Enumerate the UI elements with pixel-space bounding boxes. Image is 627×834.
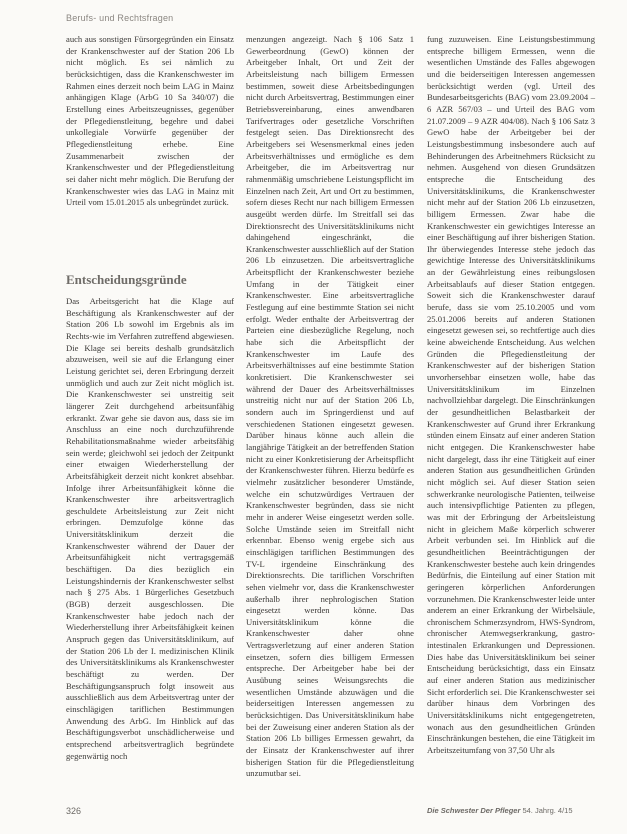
- page-number: 326: [66, 806, 82, 816]
- text-column-1: [66, 34, 234, 209]
- text-column-2: [246, 34, 414, 780]
- paragraph-col1-top: auch aus sonstigen Fürsorgegründen ein Einsatz der Krankenschwester auf der Station 206 Lb nicht möglich. Es sei nämlich zu berücksichtigen, dass die Krankenschwester im Rahmen eines derzeit noch beim LAG in Mainz anhängigen Klage (ArbG 10 Sa 340/07) die Erstellung eines Arbeitszeugnisses, gegenüber der Pflegedienstleitung, begehre und dabei unkollegiale Vorwürfe gegenüber der Pflegedienstleitung erhebe. Eine Zusammenarbeit zwischen der Krankenschwester und der Pflegedienstleitung sei daher nicht mehr möglich. Die Berufung der Krankenschwester wies das LAG in Mainz mit Urteil vom 15.01.2015 als unbegründet zurück.: [66, 34, 234, 208]
- journal-name: Die Schwester Der Pfleger: [427, 806, 521, 815]
- paragraph-col2: menzungen angezeigt. Nach § 106 Satz 1 Gewerbeordnung (GewO) können der Arbeitgeber Inhalt, Ort und Zeit der Arbeitsleistung nach billigem Ermessen bestimmen, soweit diese Arbeitsbedingungen nicht durch Arbeitsvertrag, Bestimmungen einer Betriebsvereinbarung, eines anwendbaren Tarifvertrages oder gesetzliche Vorschriften festgelegt seien. Das Direktionsrecht des Arbeitgebers sei Wesensmerkmal eines jeden Arbeitsverhältnisses und ermögliche es dem Arbeitgeber, die im Arbeitsvertrag nur rahmenmäßig umschriebene Leistungspflicht im Einzelnen nach Zeit, Art und Ort zu bestimmen, sofern dieses Recht nur nach billigem Ermessen ausgeübt werden dürfe. Im Streitfall sei das Direktionsrecht des Universitätsklinikums nicht dahingehend eingeschränkt, die Krankenschwester ausschließlich auf der Station 206 Lb einzusetzen. Die arbeitsvertragliche Arbeitspflicht der Krankenschwester beziehe Umfang in der Tätigkeit einer Krankenschwester. Eine arbeitsvertragliche Festlegung auf eine bestimmte Station sei nicht erfolgt. Weder enthalte der Arbeitsvertrag der Parteien eine diesbezügliche Regelung, noch habe sich die Arbeitspflicht der Krankenschwester im Laufe des Arbeitsverhältnisses auf eine bestimmte Station konkretisiert. Die Krankenschwester sei während der Dauer des Arbeitsverhältnisses unstreitig nicht nur auf der Station 206 Lb, sondern auch im Springerdienst und auf verschiedenen Stationen eingesetzt gewesen. Darüber hinaus könne auch allein die langjährige Tätigkeit an der betreffenden Station nicht zu einer Konkretisierung der Arbeitspflicht der Krankenschwester führen. Hierzu bedürfe es vielmehr zusätzlicher besonderer Umstände, welche ein schutzwürdiges Vertrauen der Krankenschwester begründen, dass sie nicht mehr in anderer Weise eingesetzt werden solle. Solche Umstände seien im Streitfall nicht erkennbar. Ebenso wenig ergebe sich aus einschlägigen tariflichen Bestimmungen des TV-L irgendeine Einschränkung des Direktionsrechts. Die tariflichen Vorschriften sehen vielmehr vor, dass die Krankenschwester außerhalb ihrer nephrologischen Station eingesetzt werden könne. Das Universitätsklinikum könne die Krankenschwester daher ohne Vertragsverletzung auf einer anderen Station einsetzen, sofern dies billigem Ermessen entspreche. Der Arbeitgeber habe bei der Ausübung seines Weisungsrechts die wesentlichen Umstände abzuwägen und die beiderseitigen Interessen angemessen zu berücksichtigen. Das Universitätsklinikum habe bei der Zuweisung einer anderen Station als der Station 206 Lb billiges Ermessen gewahrt, da der Einsatz der Krankenschwester auf ihrer bisherigen Station für die Pflegedienstleitung unzumutbar sei.: [246, 34, 414, 779]
- paragraph-col3: fung zuzuweisen. Eine Leistungsbestimmung entspreche billigem Ermessen, wenn die wesentlichen Umstände des Falles abgewogen und die beiderseitigen Interessen angemessen berücksichtigt werden (vgl. Urteil des Bundesarbeitsgerichts (BAG) vom 23.09.2004 – 6 AZR 567/03 – und Urteil des BAG vom 21.07.2009 – 9 AZR 404/08). Nach § 106 Satz 3 GewO habe der Arbeitgeber bei der Leistungsbestimmung insbesondere auch auf Behinderungen des Arbeitnehmers Rücksicht zu nehmen. Ausgehend von diesen Grundsätzen entspreche die Entscheidung des Universitätsklinikums, die Krankenschwester nicht mehr auf der Station 206 Lb einzusetzen, billigem Ermessen. Zwar habe die Krankenschwester ein gewichtiges Interesse an einer Beschäftigung auf ihrer bisherigen Station. Ihr überwiegendes Interesse stehe jedoch das gewichtige Interesse des Universitätsklinikums an der Gewährleistung eines reibungslosen Arbeitsablaufs auf dieser Station entgegen. Soweit sich die Krankenschwester darauf berufe, dass sie vom 25.10.2005 und vom 25.01.2006 bereits auf anderen Stationen eingesetzt gewesen sei, so rechtfertige auch dies keine abweichende Entscheidung. Aus welchen Gründen die Pflegedienstleitung der Krankenschwester auf der bisherigen Station unvorhersehbar einsetzen wolle, habe das Universitätsklinikum im Einzelnen nachvollziehbar dargelegt. Die Einschränkungen der gesundheitlichen Belastbarkeit der Krankenschwester auf Grund ihrer Erkrankung stünden einem Einsatz auf einer anderen Station nicht entgegen. Die Krankenschwester habe nicht dargelegt, dass ihr eine Tätigkeit auf einer anderen Station aus gesundheitlichen Gründen nicht möglich sei. Auf dieser Station seien schwerkranke neurologische Patienten, teilweise auch intensivpflichtige Patienten zu pflegen, was mit der Erbringung der Arbeitsleistung nicht in gleichem Maße körperlich schwerer Arbeit verbunden sei. Im Hinblick auf die gesundheitlichen Beeinträchtigungen der Krankenschwester bestehe auch kein dringendes Bedürfnis, die Einteilung auf einer Station mit geringeren körperlichen Anforderungen vorzunehmen. Die Krankenschwester leide unter anderem an einer Erkrankung der Wirbelsäule, chronischem Schmerzsyndrom, HWS-Syndrom, chronischer Atemwegserkrankung, gastro-intestinalen Erkrankungen und Depressionen. Dies habe das Universitätsklinikum bei seiner Entscheidung berücksichtigt, dass ein Einsatz auf einer anderen Station aus medizinischer Sicht erforderlich sei. Die Krankenschwester sei darüber hinaus dem Vorbringen des Universitätsklinikums nicht entgegengetreten, wonach aus den gesundheitlichen Gründen Einschränkungen bestehen, die eine Tätigkeit im Arbeitszeitumfang von 37,50 Uhr als: [427, 34, 595, 756]
- paragraph-col1-bottom: Das Arbeitsgericht hat die Klage auf Beschäftigung als Krankenschwester auf der Station 206 Lb sowohl im Ergebnis als im Rechts-wie im Verfahren zutreffend abgewiesen. Die Klage sei bereits deshalb grundsätzlich abzuweisen, weil sie auf die Erlangung einer Leistung gerichtet sei, deren Erbringung derzeit unmöglich und auch zur Zeit nicht möglich ist. Die Krankenschwester sei unstreitig seit längerer Zeit durchgehend arbeitsunfähig erkrankt. Zwar gehe sie davon aus, dass sie im Anschluss an eine noch durchzuführende Rehabilitationsmaßnahme wieder arbeitsfähig sein werde; gleichwohl sei jedoch der Zeitpunkt einer etwaigen Wiederherstellung der Arbeitsfähigkeit derzeit nicht konkret absehbar. Infolge ihrer Arbeitsunfähigkeit könne die Krankenschwester ihre arbeitsvertraglich geschuldete Arbeitsleistung zur Zeit nicht erbringen. Demzufolge könne das Universitätsklinikum derzeit die Krankenschwester während der Dauer der Arbeitsunfähigkeit nicht vertragsgemäß beschäftigen. Da dies bezüglich ein Leistungshindernis der Krankenschwester selbst nach § 275 Abs. 1 Bürgerliches Gesetzbuch (BGB) derzeit ausgeschlossen. Die Krankenschwester habe jedoch nach der Wiederherstellung ihrer Arbeitsfähigkeit keinen Anspruch gegen das Universitätsklinikum, auf der Station 206 Lb der I. medizinischen Klinik des Universitätsklinikums als Krankenschwester beschäftigt zu werden. Der Beschäftigungsanspruch folgt insoweit aus ausschließlich aus dem Arbeitsvertrag unter der einschlägigen tariflichen Bestimmungen Anwendung des ArbG. Im Hinblick auf das Beschäftigungsverbot unschädlicherweise und entsprechend arbeitsvertraglich begründete gegenwärtig noch: [66, 296, 234, 761]
- running-head: Berufs- und Rechtsfragen: [66, 13, 174, 23]
- text-column-1-continued: [66, 296, 234, 762]
- journal-footer: [427, 806, 573, 815]
- text-column-3: [427, 34, 595, 757]
- journal-issue: 54. Jahrg. 4/15: [522, 806, 573, 815]
- section-heading: Entscheidungsgründe: [66, 272, 187, 287]
